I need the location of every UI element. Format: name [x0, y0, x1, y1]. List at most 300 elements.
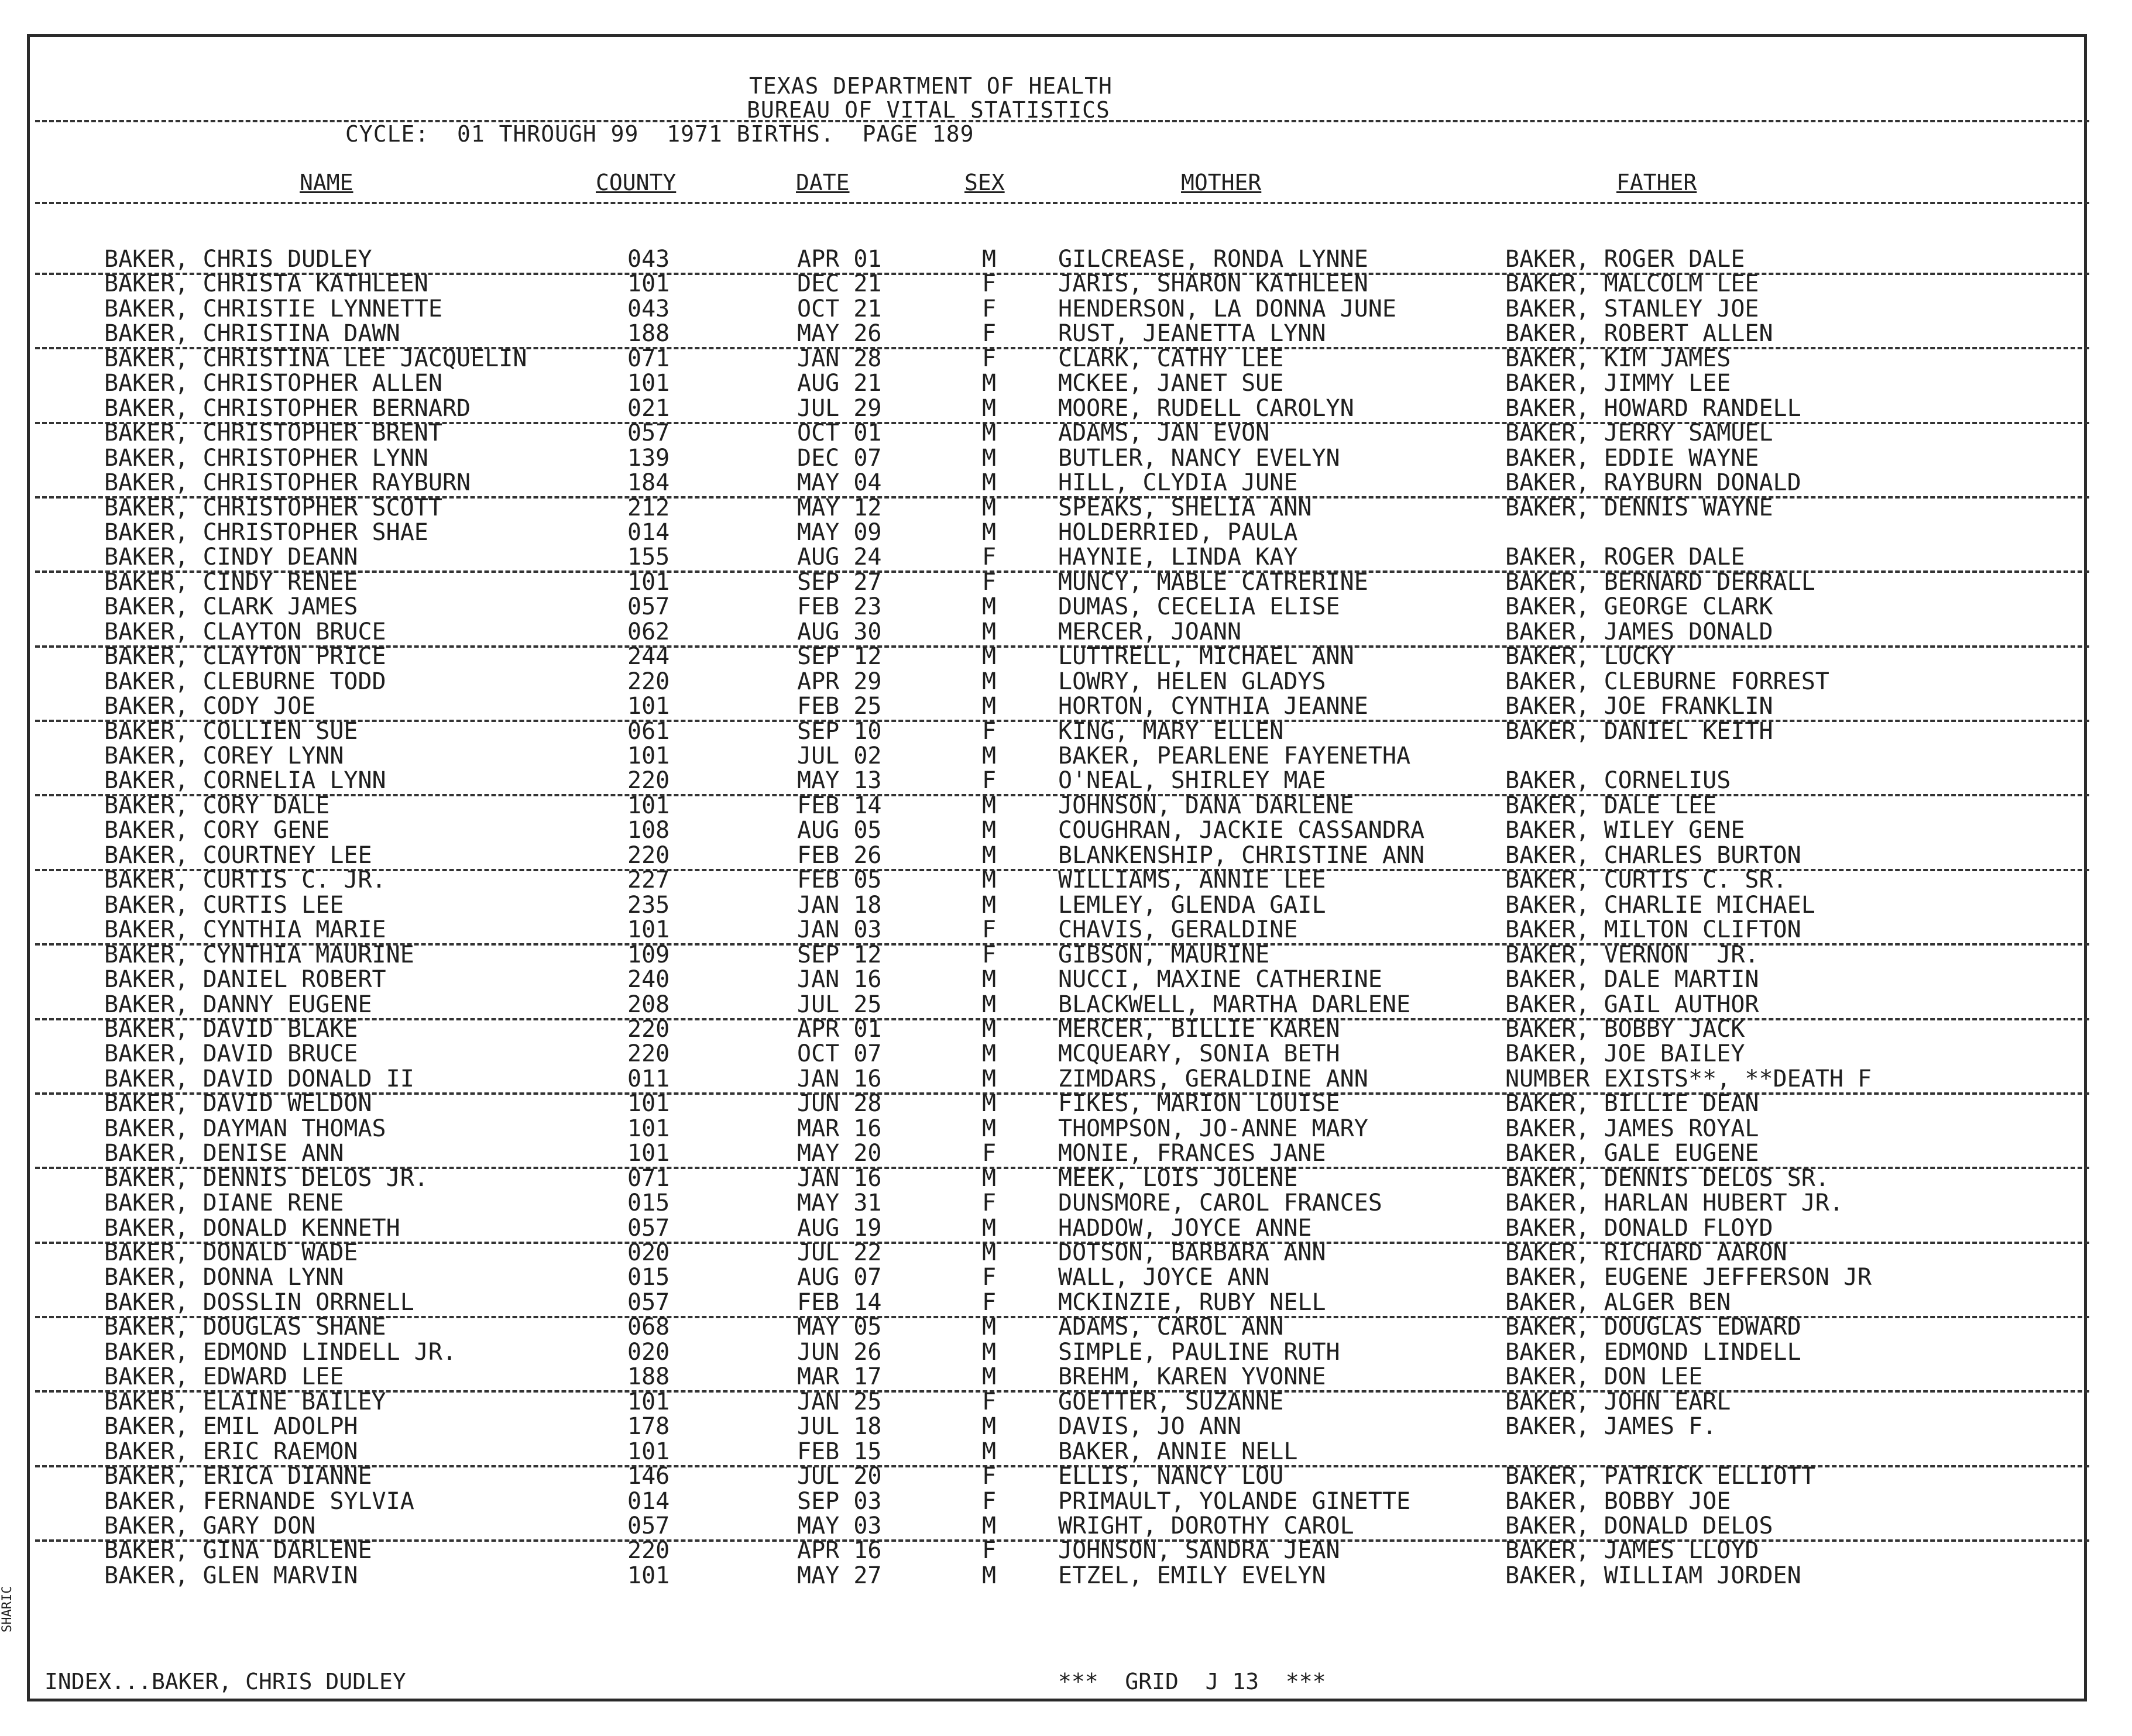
record-sex: M: [982, 1164, 997, 1192]
record-father: BAKER, DALE MARTIN: [1505, 966, 1759, 994]
record-mother: GOETTER, SUZANNE: [1058, 1388, 1284, 1415]
record-sex: M: [982, 792, 997, 819]
table-row: [0, 669, 2048, 694]
record-name: BAKER, CHRISTOPHER BERNARD: [104, 394, 471, 422]
record-sex: M: [982, 891, 997, 919]
record-county: 235: [627, 891, 670, 919]
record-name: BAKER, COREY LYNN: [104, 742, 344, 769]
record-county: 244: [627, 643, 670, 671]
table-row: [0, 1514, 2048, 1538]
record-sex: F: [982, 1537, 997, 1565]
record-father: BAKER, ROGER DALE: [1505, 246, 1745, 273]
table-row: [0, 1265, 2048, 1290]
record-date: APR 01: [797, 1015, 882, 1043]
table-row: [0, 917, 2048, 942]
record-sex: M: [982, 1314, 997, 1341]
record-name: BAKER, ERIC RAEMON: [104, 1438, 358, 1465]
record-mother: DOTSON, BARBARA ANN: [1058, 1239, 1326, 1266]
record-date: APR 01: [797, 246, 882, 273]
record-father: BAKER, ROGER DALE: [1505, 544, 1745, 571]
table-row: [0, 470, 2048, 495]
record-name: BAKER, CHRISTOPHER BRENT: [104, 420, 442, 447]
record-sex: M: [982, 246, 997, 273]
record-mother: CLARK, CATHY LEE: [1058, 345, 1284, 372]
header-divider-2: [35, 202, 2089, 204]
record-mother: FIKES, MARION LOUISE: [1058, 1090, 1340, 1118]
table-row: [0, 1315, 2048, 1339]
record-name: BAKER, EDMOND LINDELL JR.: [104, 1338, 457, 1366]
record-date: APR 29: [797, 668, 882, 695]
record-sex: M: [982, 991, 997, 1018]
record-name: BAKER, DOSSLIN ORRNELL: [104, 1288, 414, 1316]
record-sex: M: [982, 394, 997, 422]
table-row: [0, 520, 2048, 545]
record-mother: PRIMAULT, YOLANDE GINETTE: [1058, 1487, 1411, 1515]
record-father: BAKER, JIMMY LEE: [1505, 370, 1731, 397]
record-father: BAKER, KIM JAMES: [1505, 345, 1731, 372]
table-row: [0, 644, 2048, 669]
record-county: 011: [627, 1065, 670, 1092]
record-mother: BLANKENSHIP, CHRISTINE ANN: [1058, 841, 1425, 869]
record-sex: F: [982, 717, 997, 745]
record-county: 108: [627, 817, 670, 844]
record-father: BAKER, EDMOND LINDELL: [1505, 1338, 1801, 1366]
record-date: SEP 10: [797, 717, 882, 745]
record-county: 101: [627, 1438, 670, 1465]
record-father: BAKER, WILLIAM JORDEN: [1505, 1562, 1801, 1589]
record-sex: M: [982, 668, 997, 695]
record-mother: MOORE, RUDELL CAROLYN: [1058, 394, 1354, 422]
record-county: 057: [627, 1214, 670, 1242]
record-sex: M: [982, 1065, 997, 1092]
record-county: 178: [627, 1413, 670, 1441]
record-mother: ADAMS, JAN EVON: [1058, 420, 1270, 447]
record-date: MAY 27: [797, 1562, 882, 1589]
record-name: BAKER, CLAYTON PRICE: [104, 643, 386, 671]
record-county: 109: [627, 941, 670, 968]
record-name: BAKER, DAYMAN THOMAS: [104, 1115, 386, 1142]
record-date: FEB 14: [797, 1288, 882, 1316]
record-father: BAKER, JERRY SAMUEL: [1505, 420, 1773, 447]
record-mother: JARIS, SHARON KATHLEEN: [1058, 270, 1368, 298]
record-father: BAKER, HOWARD RANDELL: [1505, 394, 1801, 422]
record-name: BAKER, CORNELIA LYNN: [104, 767, 386, 795]
record-mother: HORTON, CYNTHIA JEANNE: [1058, 693, 1368, 720]
record-county: 227: [627, 867, 670, 894]
record-name: BAKER, DENNIS DELOS JR.: [104, 1164, 428, 1192]
record-name: BAKER, EMIL ADOLPH: [104, 1413, 358, 1441]
record-mother: NUCCI, MAXINE CATHERINE: [1058, 966, 1382, 994]
record-sex: M: [982, 742, 997, 769]
record-mother: HADDOW, JOYCE ANNE: [1058, 1214, 1312, 1242]
table-row: [0, 1290, 2048, 1315]
record-sex: F: [982, 1487, 997, 1515]
record-mother: KING, MARY ELLEN: [1058, 717, 1284, 745]
record-father: BAKER, GALE EUGENE: [1505, 1140, 1759, 1167]
record-mother: DUNSMORE, CAROL FRANCES: [1058, 1190, 1382, 1217]
table-row: [0, 992, 2048, 1017]
record-sex: M: [982, 693, 997, 720]
record-county: 220: [627, 841, 670, 869]
record-mother: MERCER, BILLIE KAREN: [1058, 1015, 1340, 1043]
table-row: [0, 1191, 2048, 1215]
record-name: BAKER, CORY GENE: [104, 817, 330, 844]
record-sex: F: [982, 1190, 997, 1217]
record-county: 014: [627, 1487, 670, 1515]
record-county: 057: [627, 420, 670, 447]
record-sex: F: [982, 1140, 997, 1167]
record-father: BAKER, JAMES DONALD: [1505, 618, 1773, 645]
record-father: BAKER, MILTON CLIFTON: [1505, 916, 1801, 944]
record-sex: M: [982, 867, 997, 894]
record-date: MAY 03: [797, 1512, 882, 1539]
table-row: [0, 247, 2048, 271]
record-mother: HILL, CLYDIA JUNE: [1058, 469, 1298, 497]
table-row: [0, 545, 2048, 569]
table-row: [0, 1067, 2048, 1091]
record-county: 101: [627, 1115, 670, 1142]
record-name: BAKER, CLEBURNE TODD: [104, 668, 386, 695]
record-county: 139: [627, 444, 670, 472]
record-name: BAKER, FERNANDE SYLVIA: [104, 1487, 414, 1515]
record-mother: SIMPLE, PAULINE RUTH: [1058, 1338, 1340, 1366]
record-mother: BLACKWELL, MARTHA DARLENE: [1058, 991, 1411, 1018]
record-date: OCT 07: [797, 1040, 882, 1068]
record-date: FEB 05: [797, 867, 882, 894]
record-name: BAKER, DAVID DONALD II: [104, 1065, 414, 1092]
record-county: 020: [627, 1338, 670, 1366]
record-name: BAKER, DONNA LYNN: [104, 1264, 344, 1291]
table-row: [0, 1017, 2048, 1041]
record-name: BAKER, DANNY EUGENE: [104, 991, 372, 1018]
cycle-line: CYCLE: 01 THROUGH 99 1971 BIRTHS. PAGE 189: [345, 121, 974, 147]
record-name: BAKER, CODY JOE: [104, 693, 316, 720]
record-mother: MCQUEARY, SONIA BETH: [1058, 1040, 1340, 1068]
record-date: MAY 12: [797, 494, 882, 521]
record-date: JAN 25: [797, 1388, 882, 1415]
record-father: BAKER, DON LEE: [1505, 1363, 1703, 1391]
record-date: FEB 14: [797, 792, 882, 819]
record-name: BAKER, CHRISTOPHER SHAE: [104, 518, 428, 546]
record-sex: M: [982, 817, 997, 844]
record-father: BAKER, MALCOLM LEE: [1505, 270, 1759, 298]
record-sex: F: [982, 295, 997, 322]
record-name: BAKER, DOUGLAS SHANE: [104, 1314, 386, 1341]
record-sex: F: [982, 916, 997, 944]
record-county: 101: [627, 370, 670, 397]
record-date: MAY 04: [797, 469, 882, 497]
record-father: BAKER, JAMES ROYAL: [1505, 1115, 1759, 1142]
record-father: BAKER, CLEBURNE FORREST: [1505, 668, 1829, 695]
table-row: [0, 297, 2048, 321]
record-sex: M: [982, 841, 997, 869]
record-name: BAKER, COLLIEN SUE: [104, 717, 358, 745]
record-name: BAKER, CHRISTOPHER LYNN: [104, 444, 428, 472]
table-row: [0, 843, 2048, 868]
record-name: BAKER, CURTIS C. JR.: [104, 867, 386, 894]
record-name: BAKER, CHRISTOPHER RAYBURN: [104, 469, 471, 497]
record-date: JUL 02: [797, 742, 882, 769]
record-name: BAKER, CHRISTIE LYNNETTE: [104, 295, 442, 322]
table-row: [0, 1538, 2048, 1563]
record-county: 155: [627, 544, 670, 571]
record-county: 101: [627, 568, 670, 596]
record-sex: M: [982, 469, 997, 497]
record-date: APR 16: [797, 1537, 882, 1565]
record-name: BAKER, CHRISTOPHER ALLEN: [104, 370, 442, 397]
record-county: 020: [627, 1239, 670, 1266]
record-county: 220: [627, 1537, 670, 1565]
record-father: BAKER, WILEY GENE: [1505, 817, 1745, 844]
record-sex: M: [982, 1438, 997, 1465]
record-father: BAKER, GEORGE CLARK: [1505, 593, 1773, 621]
record-sex: M: [982, 966, 997, 994]
record-county: 043: [627, 295, 670, 322]
record-date: SEP 12: [797, 941, 882, 968]
table-row: [0, 496, 2048, 520]
record-father: BAKER, BERNARD DERRALL: [1505, 568, 1815, 596]
record-county: 101: [627, 1388, 670, 1415]
record-father: BAKER, STANLEY JOE: [1505, 295, 1759, 322]
record-father: BAKER, JOE BAILEY: [1505, 1040, 1745, 1068]
table-row: [0, 594, 2048, 619]
record-name: BAKER, DONALD KENNETH: [104, 1214, 400, 1242]
record-name: BAKER, DIANE RENE: [104, 1190, 344, 1217]
record-sex: F: [982, 1264, 997, 1291]
record-date: JUL 18: [797, 1413, 882, 1441]
record-sex: F: [982, 941, 997, 968]
table-row: [0, 271, 2048, 296]
record-county: 068: [627, 1314, 670, 1341]
record-sex: M: [982, 1512, 997, 1539]
record-county: 071: [627, 345, 670, 372]
record-sex: M: [982, 518, 997, 546]
record-name: BAKER, DAVID WELDON: [104, 1090, 372, 1118]
grid-footer: *** GRID J 13 ***: [1058, 1669, 1326, 1694]
record-county: 208: [627, 991, 670, 1018]
record-father: BAKER, CHARLIE MICHAEL: [1505, 891, 1815, 919]
record-date: SEP 03: [797, 1487, 882, 1515]
record-mother: MCKEE, JANET SUE: [1058, 370, 1284, 397]
record-name: BAKER, DONALD WADE: [104, 1239, 358, 1266]
record-name: BAKER, CLARK JAMES: [104, 593, 358, 621]
record-sex: M: [982, 618, 997, 645]
record-sex: M: [982, 593, 997, 621]
record-name: BAKER, DAVID BLAKE: [104, 1015, 358, 1043]
record-mother: LUTTRELL, MICHAEL ANN: [1058, 643, 1354, 671]
table-row: [0, 321, 2048, 346]
record-name: BAKER, CHRISTINA DAWN: [104, 320, 400, 348]
record-sex: M: [982, 1413, 997, 1441]
record-sex: M: [982, 1363, 997, 1391]
record-county: 101: [627, 270, 670, 298]
record-date: SEP 12: [797, 643, 882, 671]
record-county: 015: [627, 1190, 670, 1217]
record-father: BAKER, CORNELIUS: [1505, 767, 1731, 795]
record-date: DEC 07: [797, 444, 882, 472]
record-father: BAKER, DONALD FLOYD: [1505, 1214, 1773, 1242]
table-row: [0, 967, 2048, 992]
record-mother: DAVIS, JO ANN: [1058, 1413, 1242, 1441]
record-date: AUG 21: [797, 370, 882, 397]
record-county: 057: [627, 1512, 670, 1539]
record-county: 071: [627, 1164, 670, 1192]
department-title: TEXAS DEPARTMENT OF HEALTH: [749, 73, 1113, 99]
record-sex: M: [982, 1214, 997, 1242]
table-row: [0, 371, 2048, 396]
record-mother: RUST, JEANETTA LYNN: [1058, 320, 1326, 348]
record-date: JUN 28: [797, 1090, 882, 1118]
record-county: 062: [627, 618, 670, 645]
record-date: AUG 19: [797, 1214, 882, 1242]
record-county: 061: [627, 717, 670, 745]
record-sex: M: [982, 1090, 997, 1118]
record-date: FEB 23: [797, 593, 882, 621]
record-date: MAY 20: [797, 1140, 882, 1167]
record-sex: M: [982, 1040, 997, 1068]
record-mother: ZIMDARS, GERALDINE ANN: [1058, 1065, 1368, 1092]
record-date: JUN 26: [797, 1338, 882, 1366]
record-sex: F: [982, 767, 997, 795]
record-sex: M: [982, 420, 997, 447]
record-father: BAKER, BILLIE DEAN: [1505, 1090, 1759, 1118]
record-mother: MONIE, FRANCES JANE: [1058, 1140, 1326, 1167]
table-row: [0, 1240, 2048, 1265]
record-date: MAY 13: [797, 767, 882, 795]
table-row: [0, 1364, 2048, 1389]
record-sex: F: [982, 345, 997, 372]
record-name: BAKER, GINA DARLENE: [104, 1537, 372, 1565]
record-date: FEB 15: [797, 1438, 882, 1465]
record-date: DEC 21: [797, 270, 882, 298]
record-sex: F: [982, 568, 997, 596]
table-row: [0, 570, 2048, 594]
table-row: [0, 1091, 2048, 1116]
record-name: BAKER, CHRISTINA LEE JACQUELIN: [104, 345, 527, 372]
table-row: [0, 719, 2048, 744]
record-mother: MCKINZIE, RUBY NELL: [1058, 1288, 1326, 1316]
record-sex: M: [982, 444, 997, 472]
record-sex: F: [982, 270, 997, 298]
record-sex: F: [982, 320, 997, 348]
record-name: BAKER, CLAYTON BRUCE: [104, 618, 386, 645]
table-row: [0, 768, 2048, 793]
record-date: JUL 29: [797, 394, 882, 422]
column-mother: MOTHER: [1181, 170, 1262, 195]
record-name: BAKER, CINDY RENEE: [104, 568, 358, 596]
record-name: BAKER, CHRIS DUDLEY: [104, 246, 372, 273]
record-mother: MUNCY, MABLE CATRERINE: [1058, 568, 1368, 596]
record-father: BAKER, DONALD DELOS: [1505, 1512, 1773, 1539]
record-mother: ETZEL, EMILY EVELYN: [1058, 1562, 1326, 1589]
record-name: BAKER, CORY DALE: [104, 792, 330, 819]
record-mother: BAKER, ANNIE NELL: [1058, 1438, 1298, 1465]
record-date: AUG 24: [797, 544, 882, 571]
record-county: 014: [627, 518, 670, 546]
column-county: COUNTY: [596, 170, 677, 195]
record-mother: BUTLER, NANCY EVELYN: [1058, 444, 1340, 472]
record-mother: BAKER, PEARLENE FAYENETHA: [1058, 742, 1411, 769]
table-row: [0, 1041, 2048, 1066]
record-sex: F: [982, 1388, 997, 1415]
table-row: [0, 793, 2048, 818]
record-sex: F: [982, 1463, 997, 1490]
record-county: 220: [627, 767, 670, 795]
table-row: [0, 1489, 2048, 1514]
record-father: BAKER, DOUGLAS EDWARD: [1505, 1314, 1801, 1341]
column-date: DATE: [796, 170, 850, 195]
record-county: 188: [627, 1363, 670, 1391]
record-county: 146: [627, 1463, 670, 1490]
record-date: SEP 27: [797, 568, 882, 596]
record-sex: M: [982, 494, 997, 521]
record-sex: F: [982, 1288, 997, 1316]
record-father: BAKER, VERNON JR.: [1505, 941, 1759, 968]
record-mother: BREHM, KAREN YVONNE: [1058, 1363, 1326, 1391]
record-sex: M: [982, 1015, 997, 1043]
record-father: BAKER, JOHN EARL: [1505, 1388, 1731, 1415]
record-father: BAKER, RICHARD AARON: [1505, 1239, 1787, 1266]
record-father: BAKER, ALGER BEN: [1505, 1288, 1731, 1316]
record-father: BAKER, PATRICK ELLIOTT: [1505, 1463, 1815, 1490]
record-mother: WILLIAMS, ANNIE LEE: [1058, 867, 1326, 894]
table-row: [0, 868, 2048, 892]
record-sex: M: [982, 1115, 997, 1142]
table-row: [0, 1563, 2048, 1588]
record-father: BAKER, HARLAN HUBERT JR.: [1505, 1190, 1843, 1217]
record-date: JAN 16: [797, 1065, 882, 1092]
record-father: BAKER, EUGENE JEFFERSON JR: [1505, 1264, 1872, 1291]
record-county: 021: [627, 394, 670, 422]
record-name: BAKER, ERICA DIANNE: [104, 1463, 372, 1490]
record-county: 240: [627, 966, 670, 994]
record-mother: HENDERSON, LA DONNA JUNE: [1058, 295, 1396, 322]
table-row: [0, 1141, 2048, 1166]
record-mother: WRIGHT, DOROTHY CAROL: [1058, 1512, 1354, 1539]
record-mother: O'NEAL, SHIRLEY MAE: [1058, 767, 1326, 795]
record-date: JAN 16: [797, 1164, 882, 1192]
record-father: BAKER, CHARLES BURTON: [1505, 841, 1801, 869]
table-row: [0, 1116, 2048, 1141]
record-county: 188: [627, 320, 670, 348]
record-county: 101: [627, 792, 670, 819]
record-name: BAKER, CINDY DEANN: [104, 544, 358, 571]
table-row: [0, 818, 2048, 843]
table-row: [0, 1464, 2048, 1489]
record-sex: M: [982, 1562, 997, 1589]
record-county: 101: [627, 1090, 670, 1118]
record-county: 220: [627, 1015, 670, 1043]
record-date: FEB 26: [797, 841, 882, 869]
record-father: NUMBER EXISTS**, **DEATH F: [1505, 1065, 1872, 1092]
record-name: BAKER, DANIEL ROBERT: [104, 966, 386, 994]
record-date: JAN 28: [797, 345, 882, 372]
record-father: BAKER, DENNIS WAYNE: [1505, 494, 1773, 521]
record-mother: CHAVIS, GERALDINE: [1058, 916, 1298, 944]
record-sex: M: [982, 643, 997, 671]
record-father: BAKER, DENNIS DELOS SR.: [1505, 1164, 1829, 1192]
record-date: MAY 05: [797, 1314, 882, 1341]
record-name: BAKER, EDWARD LEE: [104, 1363, 344, 1391]
record-name: BAKER, DAVID BRUCE: [104, 1040, 358, 1068]
record-county: 101: [627, 916, 670, 944]
record-mother: HAYNIE, LINDA KAY: [1058, 544, 1298, 571]
record-mother: GILCREASE, RONDA LYNNE: [1058, 246, 1368, 273]
record-date: MAY 31: [797, 1190, 882, 1217]
record-county: 043: [627, 246, 670, 273]
record-name: BAKER, CYNTHIA MARIE: [104, 916, 386, 944]
record-mother: GIBSON, MAURINE: [1058, 941, 1270, 968]
